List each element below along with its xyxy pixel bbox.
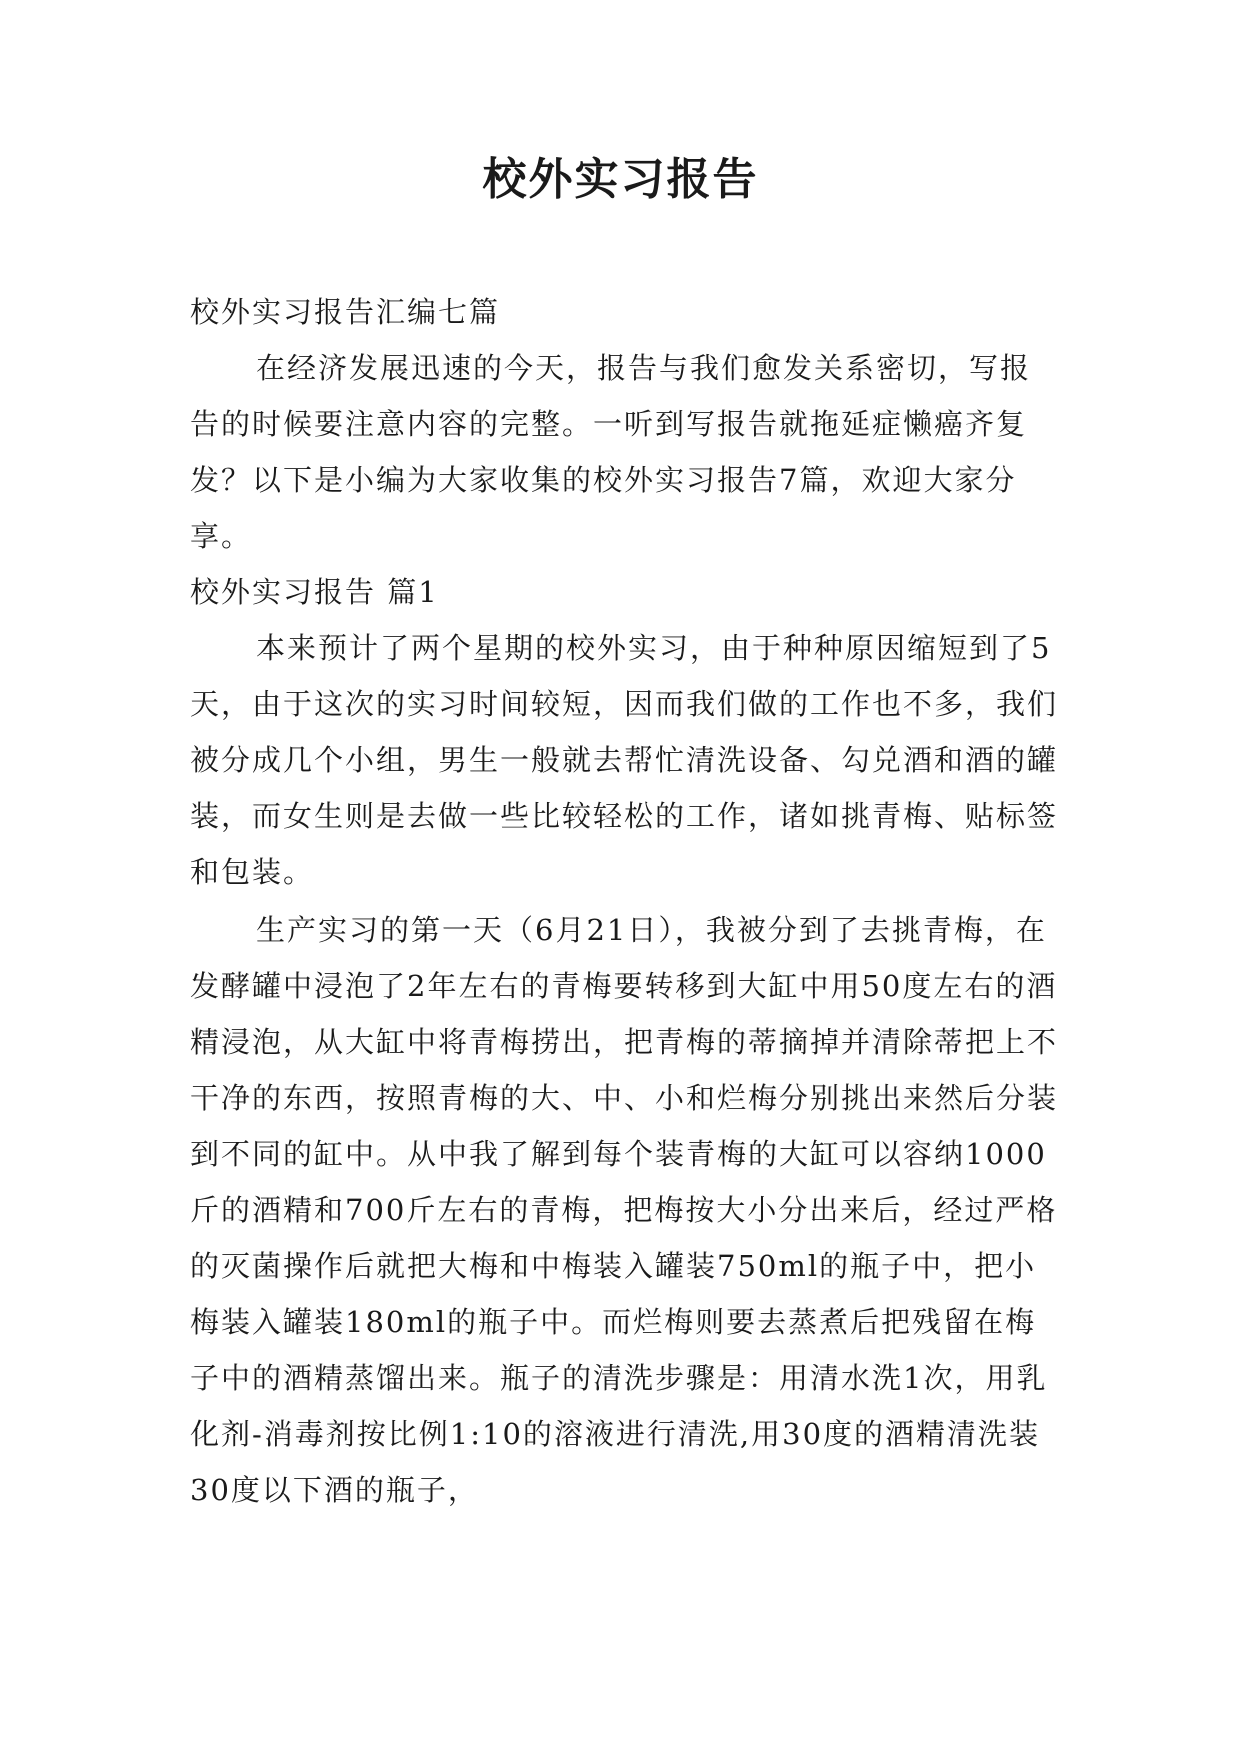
intro-paragraph: 在经济发展迅速的今天，报告与我们愈发关系密切，写报告的时候要注意内容的完整。一听到写报告就拖延症懒癌齐复发？以下是小编为大家收集的校外实习报告7篇，欢迎大家分享。 bbox=[190, 351, 1032, 553]
body-paragraph-1: 本来预计了两个星期的校外实习，由于种种原因缩短到了5天，由于这次的实习时间较短，因而我们做的工作也不多，我们被分成几个小组，男生一般就去帮忙清洗设备、勾兑酒和酒的罐装，而女生则是去做一些比较轻松的工作，诸如挑青梅、贴标签和包装。 bbox=[190, 631, 1059, 889]
document-body bbox=[190, 284, 1060, 1518]
section-heading: 校外实习报告 篇1 bbox=[190, 575, 439, 609]
document-title: 校外实习报告 bbox=[482, 154, 759, 205]
body-paragraph-2: 生产实习的第一天（6月21日），我被分到了去挑青梅，在发酵罐中浸泡了2年左右的青梅要转移到大缸中用50度左右的酒精浸泡，从大缸中将青梅捞出，把青梅的蒂摘掉并清除蒂把上不干净的东西，按照青梅的大、中、小和烂梅分别挑出来然后分装到不同的缸中。从中我了解到每个装青梅的大缸可以容纳1000斤的酒精和700斤左右的青梅，把梅按大小分出来后，经过严格的灭菌操作后就把大梅和中梅装入罐装750ml的瓶子中，把小梅装入罐装180ml的瓶子中。而烂梅则要去蒸煮后把残留在梅子中的酒精蒸馏出来。瓶子的清洗步骤是：用清水洗1次，用乳化剂-消毒剂按比例1:10的溶液进行清洗,用30度的酒精清洗装30度以下酒的瓶子， bbox=[190, 913, 1059, 1507]
document-subtitle: 校外实习报告汇编七篇 bbox=[190, 295, 501, 329]
